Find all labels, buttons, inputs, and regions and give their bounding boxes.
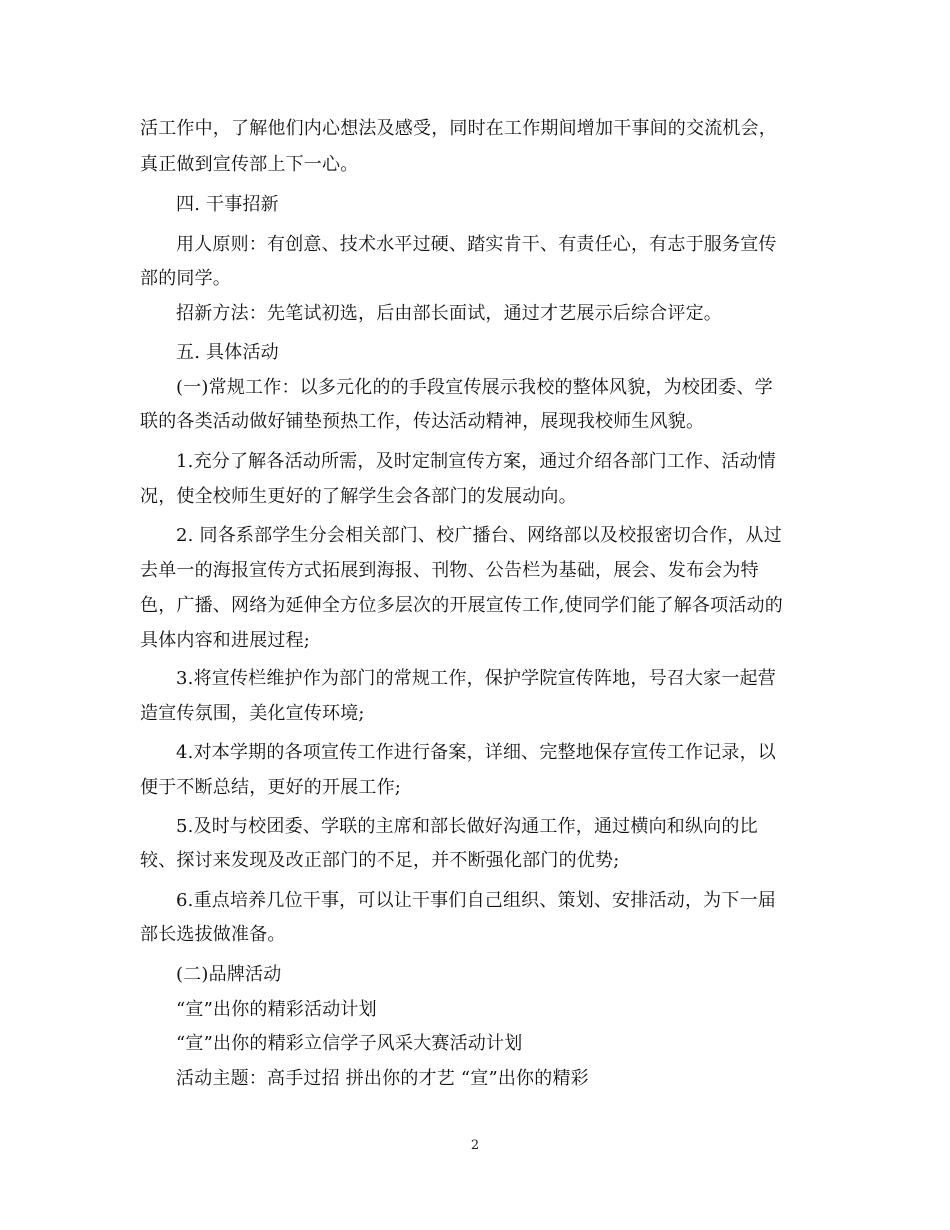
text-line: 5.及时与校团委、学联的主席和部长做好沟通工作，通过横向和纵向的比 (176, 816, 758, 837)
text-line: 4.对本学期的各项宣传工作进行备案，详细、完整地保存宣传工作记录，以 (176, 742, 776, 763)
text-line: 较、探讨来发现及改正部门的不足，并不断强化部门的优势; (140, 850, 620, 871)
text-line: 6.重点培养几位干事，可以让干事们自己组织、策划、安排活动，为下一届 (176, 890, 776, 911)
text-line: 况，使全校师生更好的了解学生会各部门的发展动向。 (140, 486, 577, 507)
text-line: 部长选拔做准备。 (140, 924, 286, 945)
text-line: 去单一的海报宣传方式拓展到海报、刊物、公告栏为基础，展会、发布会为特 (140, 560, 759, 581)
text-line: 活动主题：高手过招 拼出你的才艺 “宣”出你的精彩 (176, 1068, 589, 1089)
text-line: 2. 同各系部学生分会相关部门、校广播台、网络部以及校报密切合作，从过 (176, 525, 782, 546)
text-line: 色，广播、网络为延伸全方位多层次的开展宣传工作,使同学们能了解各项活动的 (140, 595, 783, 616)
text-line: 活工作中，了解他们内心想法及感受，同时在工作期间增加干事间的交流机会， (140, 118, 777, 139)
text-line: “宣”出你的精彩活动计划 (176, 999, 377, 1020)
text-line: 便于不断总结，更好的开展工作; (140, 777, 402, 798)
text-line: 招新方法：先笔试初选，后由部长面试，通过才艺展示后综合评定。 (176, 303, 722, 324)
text-line: 1.充分了解各活动所需，及时定制宣传方案，通过介绍各部门工作、活动情 (176, 451, 776, 472)
text-line: (一)常规工作：以多元化的的手段宣传展示我校的整体风貌，为校团委、学 (176, 377, 773, 398)
text-line: 造宣传氛围，美化宣传环境; (140, 703, 365, 724)
text-line: “宣”出你的精彩立信学子风采大赛活动计划 (176, 1033, 523, 1054)
section-heading: (二)品牌活动 (176, 964, 282, 985)
text-line: 联的各类活动做好铺垫预热工作，传达活动精神，展现我校师生风貌。 (140, 411, 705, 432)
section-heading: 四. 干事招新 (176, 194, 279, 215)
text-line: 真正做到宣传部上下一心。 (140, 154, 359, 175)
text-line: 具体内容和进展过程; (140, 630, 311, 651)
text-line: 用人原则：有创意、技术水平过硬、踏实肯干、有责任心，有志于服务宣传 (176, 234, 777, 255)
section-heading: 五. 具体活动 (176, 342, 279, 363)
page-number: 2 (470, 1138, 480, 1153)
text-line: 3.将宣传栏维护作为部门的常规工作，保护学院宣传阵地，号召大家一起营 (176, 668, 776, 689)
text-line: 部的同学。 (140, 268, 231, 289)
